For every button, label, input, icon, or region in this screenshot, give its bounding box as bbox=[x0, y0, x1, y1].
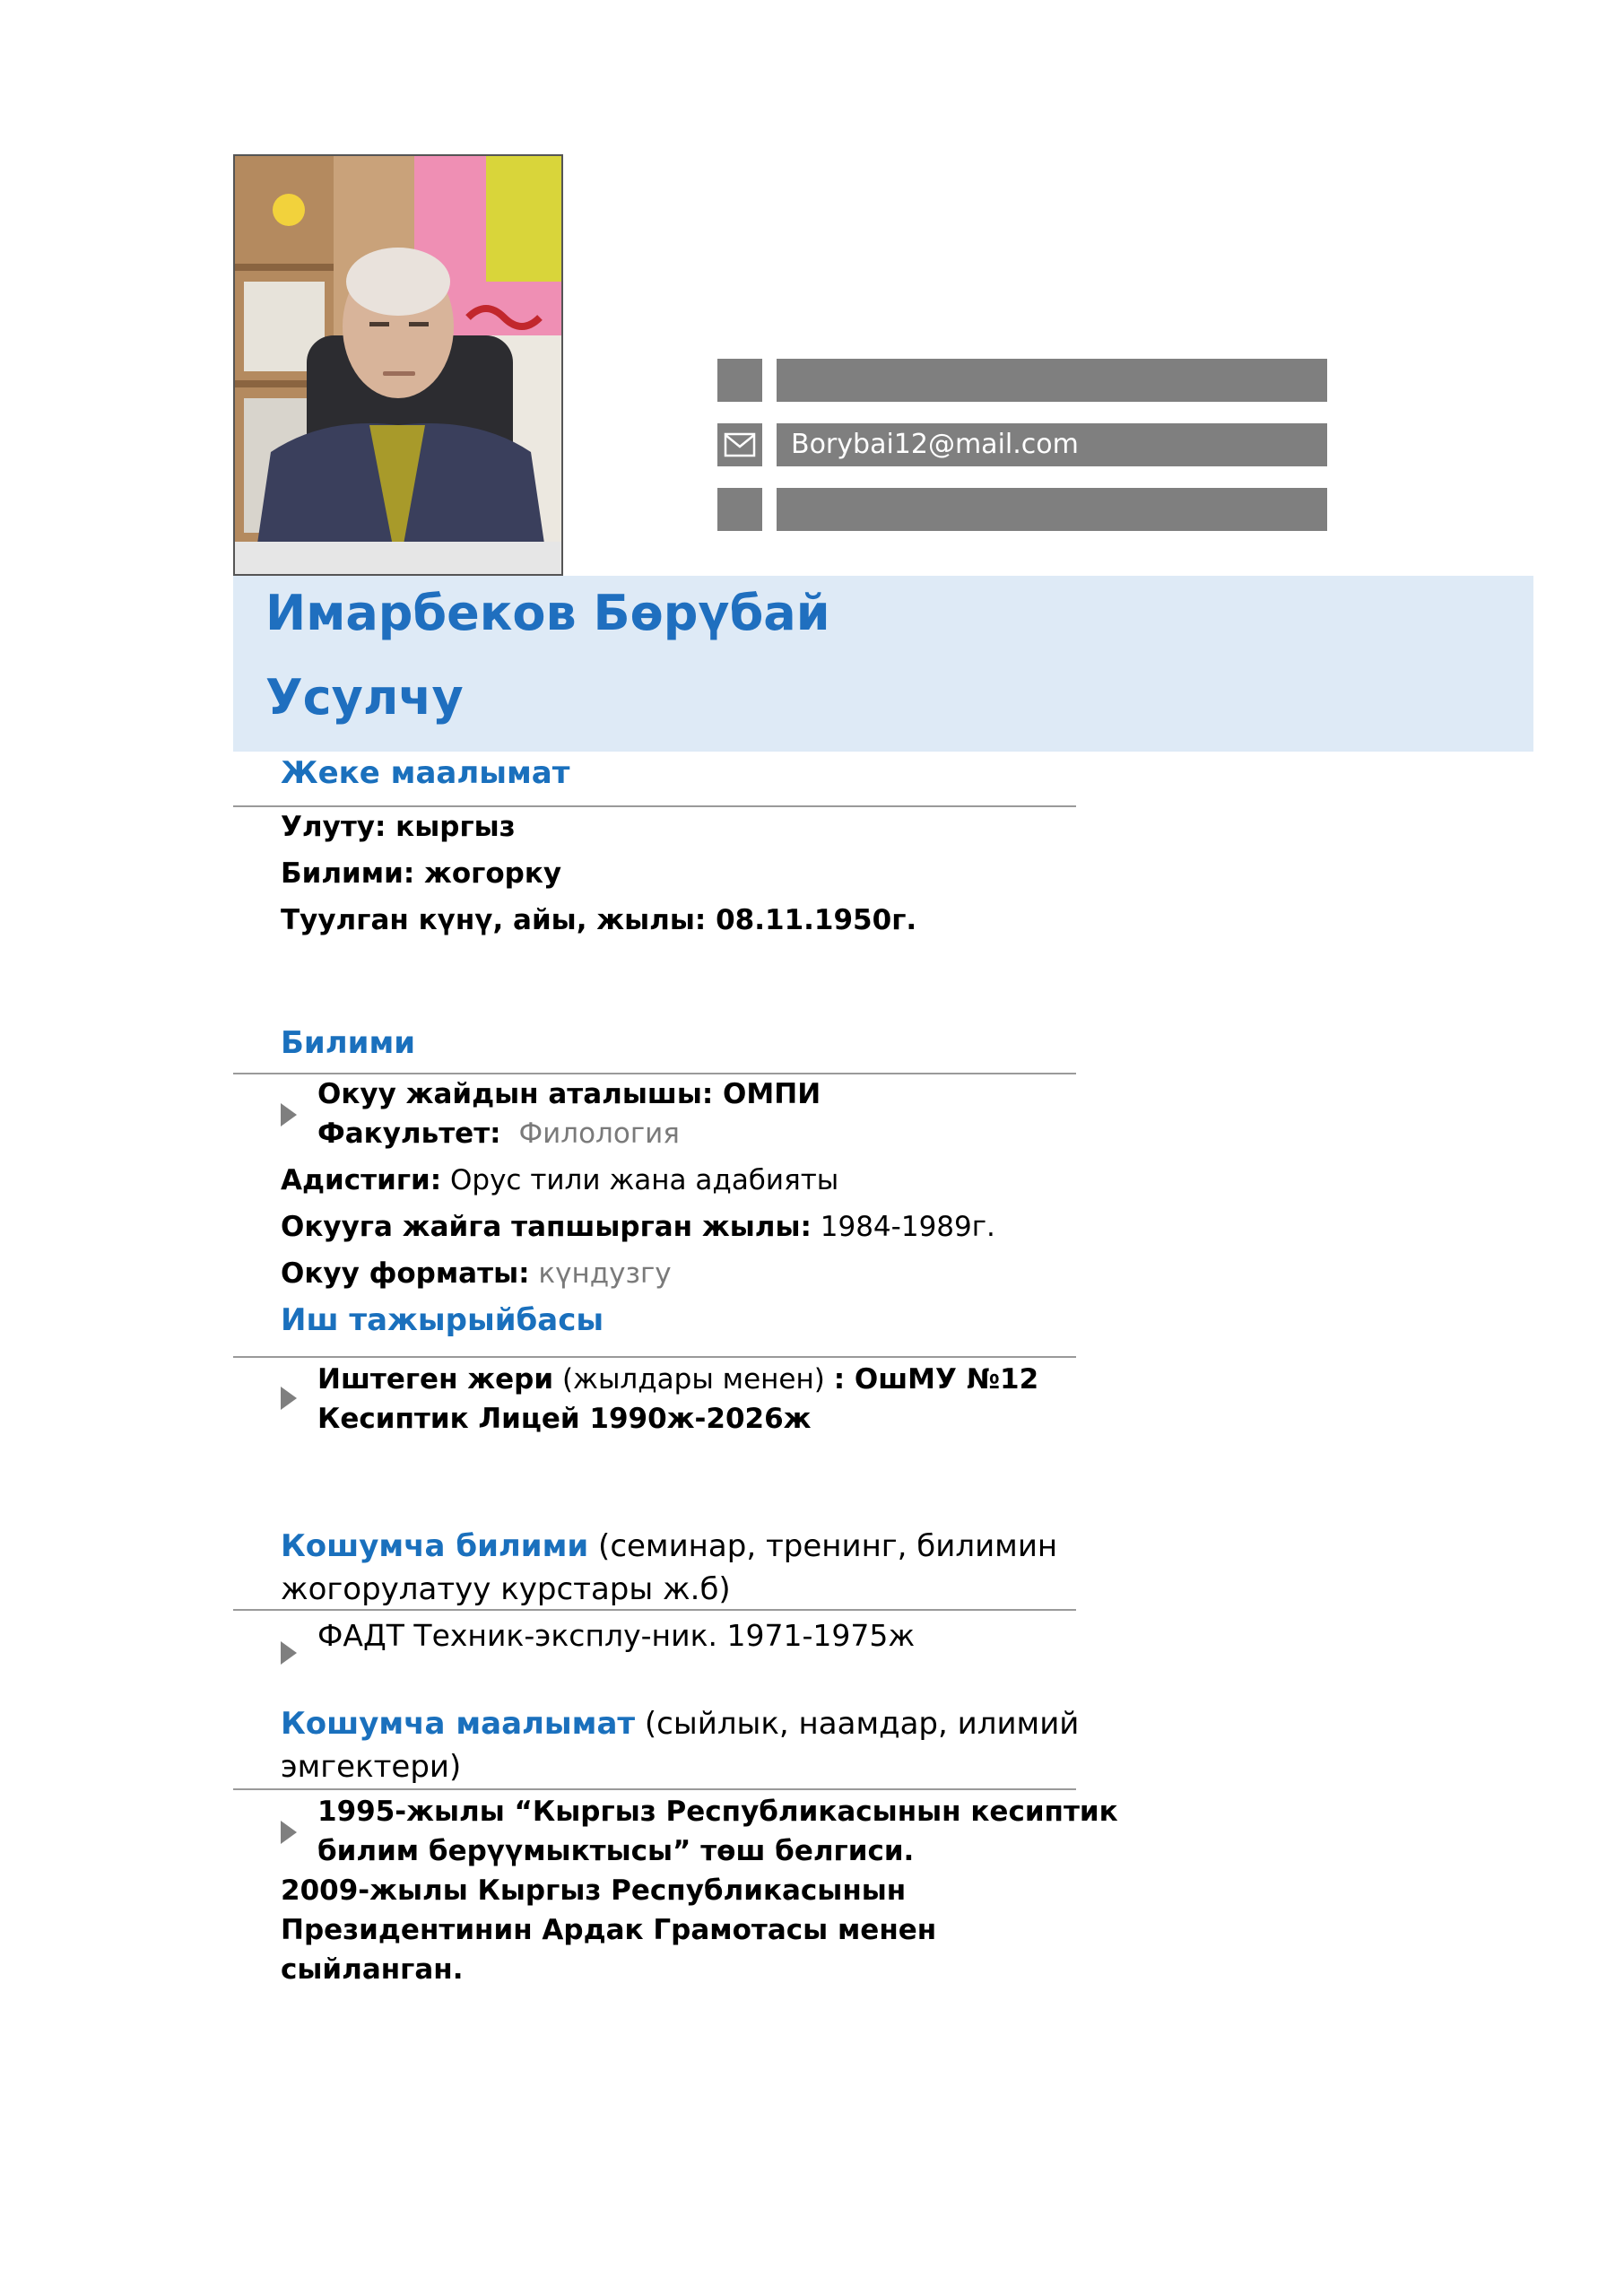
bullet-arrow-icon bbox=[281, 1821, 297, 1844]
divider bbox=[233, 1073, 1076, 1074]
education-level: Билими: жогорку bbox=[281, 857, 562, 890]
education-heading: Билими bbox=[281, 1025, 416, 1061]
faculty-value: Филология bbox=[518, 1118, 680, 1150]
additional-education-item: ФАДТ Техник-эксплу-ник. 1971-1975ж bbox=[317, 1618, 916, 1653]
additional-info-note-2: эмгектери) bbox=[281, 1749, 462, 1785]
institution: Окуу жайдын аталышы: ОМПИ bbox=[317, 1078, 821, 1110]
bullet-arrow-icon bbox=[281, 1387, 297, 1410]
bullet-arrow-icon bbox=[281, 1103, 297, 1126]
format-label: Окуу форматы: bbox=[281, 1257, 530, 1290]
format-value: күндузгу bbox=[538, 1257, 672, 1290]
additional-info-heading bbox=[281, 1702, 1088, 1788]
email-bar[interactable]: Borybai12@mail.com bbox=[777, 423, 1327, 466]
bullet-arrow-icon bbox=[281, 1641, 297, 1665]
divider bbox=[233, 1788, 1076, 1790]
personal-heading: Жеке маалымат bbox=[281, 755, 570, 791]
years-value: 1984-1989г. bbox=[820, 1211, 995, 1243]
person-name: Имарбеков Бөрүбай bbox=[265, 585, 830, 641]
award-line-4: Президентинин Ардак Грамотасы менен bbox=[281, 1914, 937, 1946]
phone-icon-box bbox=[717, 359, 762, 402]
person-role: Усулчу bbox=[265, 669, 464, 726]
nationality: Улуту: кыргыз bbox=[281, 811, 516, 843]
award-line-5: сыйланган. bbox=[281, 1953, 464, 1986]
divider bbox=[233, 1609, 1076, 1611]
website-icon-box bbox=[717, 488, 762, 531]
award-line-2: билим берүүмыктысы” төш белгиси. bbox=[317, 1835, 915, 1867]
website-bar bbox=[777, 488, 1327, 531]
years-label: Окууга жайга тапшырган жылы: bbox=[281, 1211, 812, 1243]
additional-education-note: (семинар, тренинг, билимин bbox=[588, 1528, 1058, 1564]
faculty bbox=[317, 1118, 680, 1150]
award-line-3: 2009-жылы Кыргыз Республикасынын bbox=[281, 1874, 907, 1907]
workplace bbox=[317, 1363, 1038, 1396]
phone-bar bbox=[777, 359, 1327, 402]
specialty bbox=[281, 1164, 838, 1196]
experience-heading: Иш тажырыйбасы bbox=[281, 1302, 604, 1338]
workplace-label: Иштеген жери bbox=[317, 1363, 554, 1396]
profile-photo bbox=[233, 154, 563, 576]
birth-date: Туулган күнү, айы, жылы: 08.11.1950г. bbox=[281, 904, 917, 936]
additional-education-note-2: жогорулатуу курстары ж.б) bbox=[281, 1571, 731, 1607]
additional-info-title: Кошумча маалымат bbox=[281, 1706, 636, 1742]
additional-info-note: (сыйлык, наамдар, илимий bbox=[635, 1706, 1080, 1742]
workplace-value: : ОшМУ №12 bbox=[833, 1363, 1039, 1396]
study-format bbox=[281, 1257, 672, 1290]
specialty-value: Орус тили жана адабияты bbox=[450, 1164, 839, 1196]
additional-education-title: Кошумча билими bbox=[281, 1528, 589, 1564]
mail-icon bbox=[717, 423, 762, 466]
divider bbox=[233, 1356, 1076, 1358]
additional-education-heading bbox=[281, 1525, 1088, 1611]
divider bbox=[233, 805, 1076, 807]
study-years bbox=[281, 1211, 995, 1243]
workplace-line2: Кесиптик Лицей 1990ж-2026ж bbox=[317, 1403, 812, 1435]
award-line-1: 1995-жылы “Кыргыз Республикасынын кесиптик bbox=[317, 1796, 1118, 1828]
faculty-label: Факультет: bbox=[317, 1118, 501, 1150]
specialty-label: Адистиги: bbox=[281, 1164, 442, 1196]
workplace-note: (жылдары менен) bbox=[561, 1363, 825, 1396]
